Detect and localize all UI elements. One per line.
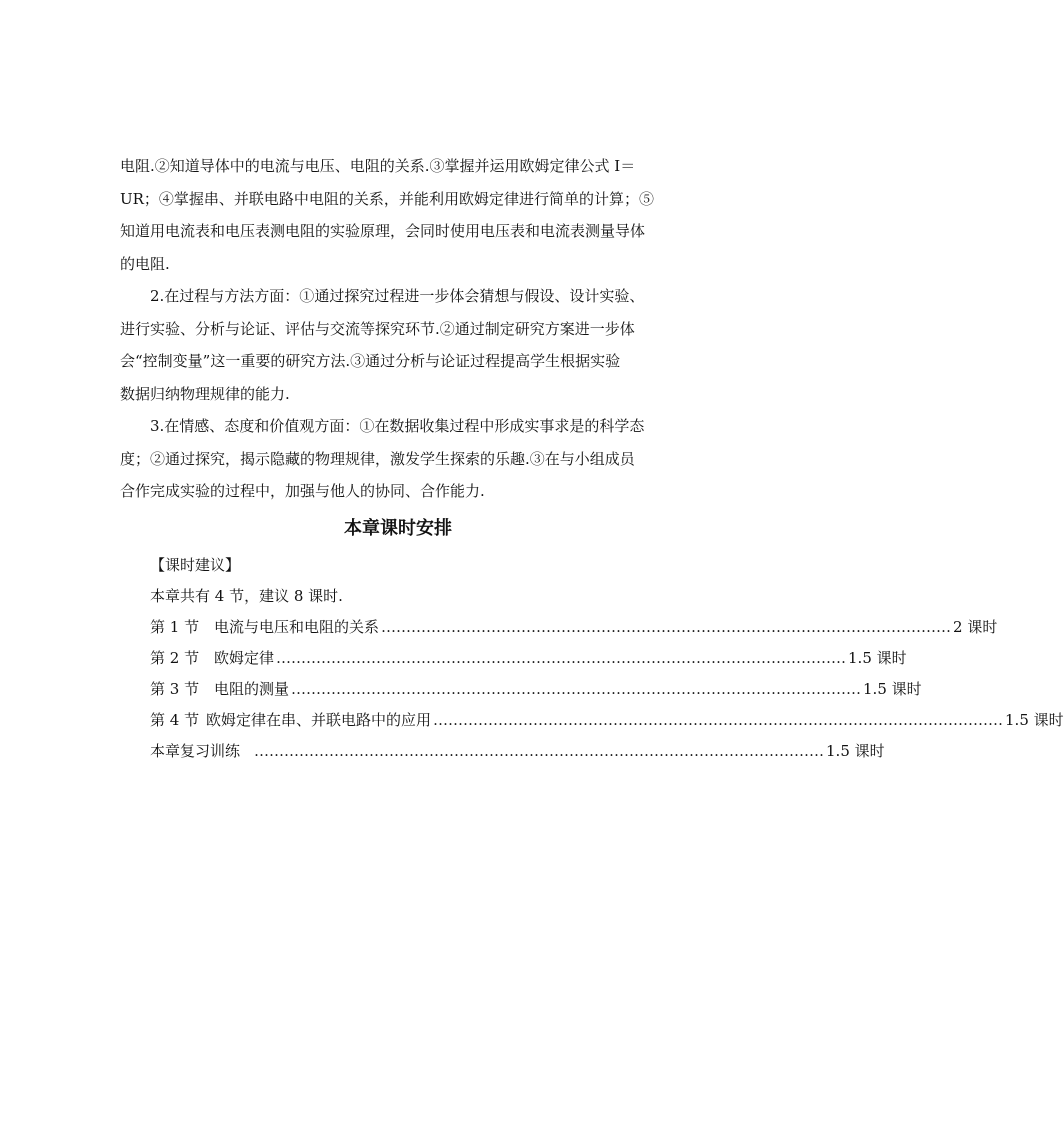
paragraph-line: 合作完成实验的过程中，加强与他人的协同、合作能力. bbox=[120, 482, 485, 500]
paragraph-line: 知道用电流表和电压表测电阻的实验原理，会同时使用电压表和电流表测量导体 bbox=[120, 222, 646, 240]
schedule-row bbox=[150, 612, 998, 643]
schedule-summary: 本章共有 4 节，建议 8 课时. bbox=[150, 586, 343, 605]
paragraph-line: UR；④掌握串、并联电路中电阻的关系，并能利用欧姆定律进行简单的计算；⑤ bbox=[120, 189, 654, 208]
schedule-row bbox=[150, 674, 922, 705]
paragraph-line: 度；②通过探究，揭示隐藏的物理规律，激发学生探索的乐趣.③在与小组成员 bbox=[120, 449, 635, 468]
dot-leader: …………………………………………………………………………………………………… bbox=[291, 679, 862, 698]
dot-leader: …………………………………………………………………………………………………… bbox=[381, 617, 952, 636]
paragraph-line: 会“控制变量”这一重要的研究方法.③通过分析与论证过程提高学生根据实验 bbox=[120, 352, 621, 370]
schedule-row bbox=[150, 705, 1064, 736]
section-number: 第 1 节 bbox=[150, 617, 200, 636]
dot-leader: …………………………………………………………………………………………………… bbox=[276, 648, 847, 667]
paragraph-line: 的电阻. bbox=[120, 254, 170, 273]
schedule-row bbox=[150, 643, 907, 674]
section-hours: 1.5 课时 bbox=[1005, 710, 1064, 729]
dot-leader: …………………………………………………………………………………………………… bbox=[254, 741, 825, 760]
review-title: 本章复习训练 bbox=[150, 741, 241, 760]
section-hours: 1.5 课时 bbox=[863, 679, 922, 698]
paragraph-line: 3.在情感、态度和价值观方面：①在数据收集过程中形成实事求是的科学态 bbox=[150, 417, 645, 435]
page-content bbox=[120, 150, 1064, 767]
schedule-heading: 本章课时安排 bbox=[344, 517, 452, 539]
section-number: 第 3 节 bbox=[150, 679, 200, 698]
section-number: 第 4 节 bbox=[150, 710, 200, 729]
paragraph-line: 进行实验、分析与论证、评估与交流等探究环节.②通过制定研究方案进一步体 bbox=[120, 319, 635, 338]
dot-leader: …………………………………………………………………………………………………… bbox=[433, 710, 1004, 729]
paragraph-line: 数据归纳物理规律的能力. bbox=[120, 384, 290, 403]
emotion-values-paragraph bbox=[120, 410, 676, 508]
section-number: 第 2 节 bbox=[150, 648, 200, 667]
knowledge-objectives-paragraph bbox=[120, 150, 676, 280]
section-hours: 1.5 课时 bbox=[848, 648, 907, 667]
schedule-row bbox=[150, 736, 885, 767]
section-hours: 2 课时 bbox=[953, 617, 998, 636]
section-title: 电阻的测量 bbox=[214, 679, 290, 698]
schedule-list bbox=[150, 550, 1064, 767]
schedule-label: 【课时建议】 bbox=[150, 555, 241, 574]
section-hours: 1.5 课时 bbox=[826, 741, 885, 760]
section-title: 欧姆定律在串、并联电路中的应用 bbox=[206, 710, 432, 729]
process-method-paragraph bbox=[120, 280, 676, 410]
paragraph-line: 2.在过程与方法方面：①通过探究过程进一步体会猜想与假设、设计实验、 bbox=[150, 287, 645, 305]
section-title: 欧姆定律 bbox=[214, 648, 275, 667]
section-title: 电流与电压和电阻的关系 bbox=[214, 617, 380, 636]
paragraph-line: 电阻.②知道导体中的电流与电压、电阻的关系.③掌握并运用欧姆定律公式 I＝ bbox=[120, 157, 636, 175]
